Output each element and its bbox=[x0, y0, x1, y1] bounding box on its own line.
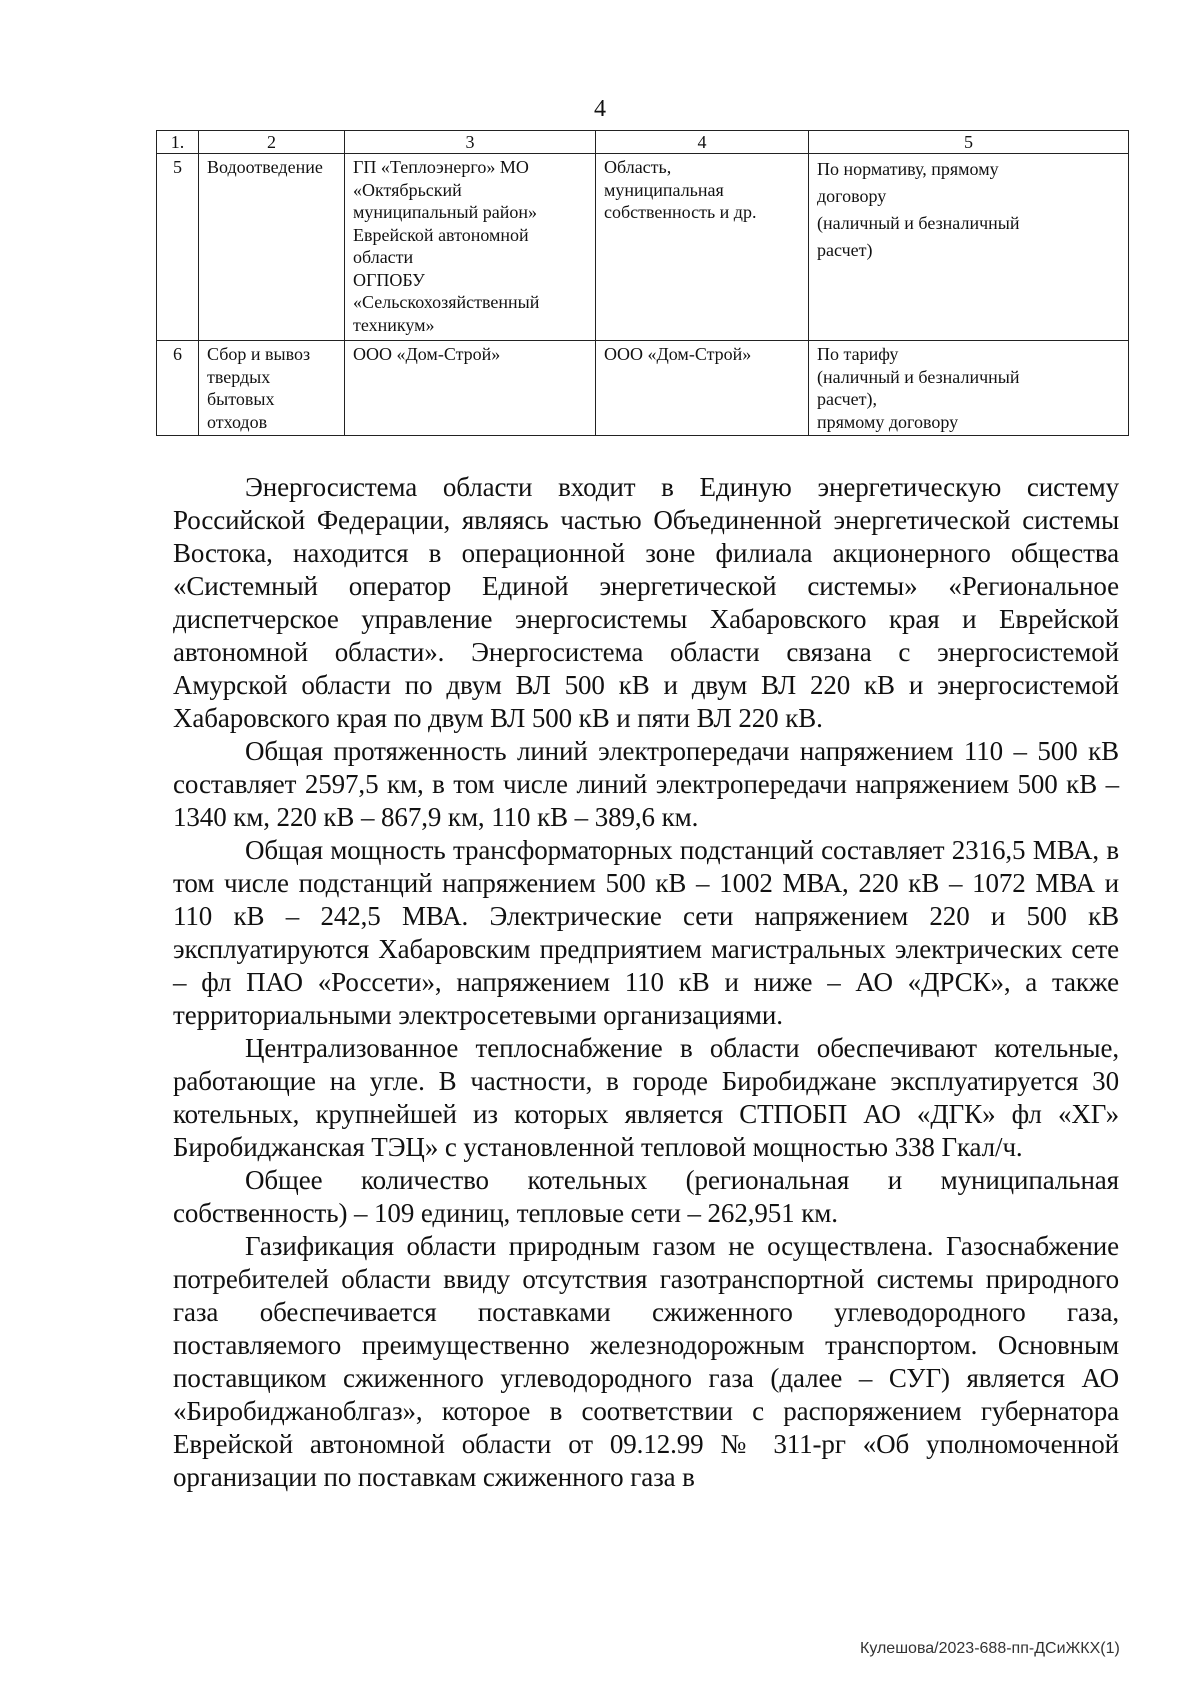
cell-line: техникум» bbox=[353, 314, 435, 335]
paragraph-gas-supply: Газификация области природным газом не осуществлена. Газоснабжение потребителей области ввиду отсутствия газотранспортной системы природного газа обеспечивается поставками сжиженного углеводородного газа, поставляемого преимущественно железнодорожным транспортом. Основным поставщиком сжиженного углеводородного газа (далее – СУГ) является АО «Биробиджаноблгаз», которое в соответствии с распоряжением губернатора Еврейской автономной области от 09.12.99 № 311-рг «Об уполномоченной организации по поставкам сжиженного газа в bbox=[173, 1231, 1119, 1492]
table-row bbox=[157, 154, 1129, 341]
table-header-row bbox=[157, 131, 1129, 154]
document-body bbox=[173, 471, 1119, 1494]
cell-line: По нормативу, прямому bbox=[817, 159, 999, 179]
cell-line: По тарифу bbox=[817, 344, 899, 364]
cell-line: твердых bbox=[207, 366, 271, 387]
payment-cell bbox=[809, 341, 1129, 436]
cell-line: ГП «Теплоэнерго» МО bbox=[353, 157, 529, 177]
cell-line: отходов bbox=[207, 411, 268, 432]
cell-line: ООО «Дом-Строй» bbox=[604, 344, 752, 364]
payment-cell bbox=[809, 154, 1129, 341]
cell-line: Водоотведение bbox=[207, 157, 323, 177]
document-footer-id: Кулешова/2023-688-пп-ДСиЖКХ(1) bbox=[860, 1640, 1120, 1657]
paragraph-boiler-count: Общее количество котельных (региональная и муниципальная собственность) – 109 единиц, тепловые сети – 262,951 км. bbox=[173, 1165, 1119, 1228]
cell-line: «Сельскохозяйственный bbox=[353, 292, 540, 312]
page-number: 4 bbox=[594, 96, 606, 122]
header-cell-3: 3 bbox=[345, 131, 596, 154]
cell-line: области bbox=[353, 247, 414, 267]
cell-line: Область, bbox=[604, 157, 672, 177]
cell-line: Сбор и вывоз bbox=[207, 344, 311, 364]
ownership-cell bbox=[596, 341, 809, 436]
services-table bbox=[156, 130, 1129, 436]
cell-line: Еврейской автономной bbox=[353, 224, 529, 245]
paragraph-substations: Общая мощность трансформаторных подстанций составляет 2316,5 МВА, в том числе подстанций напряжением 500 кВ – 1002 МВА, 220 кВ – 1072 МВА и 110 кВ – 242,5 МВА. Электрические сети напряжением 220 и 500 кВ эксплуатируются Хабаровским предприятием магистральных электрических сете – фл ПАО «Россети», напряжением 110 кВ и ниже – АО «ДРСК», а также территориальными электросетевыми организациями. bbox=[173, 835, 1119, 1030]
cell-line: (наличный и безналичный bbox=[817, 213, 1020, 233]
cell-line: «Октябрьский bbox=[353, 179, 462, 200]
cell-line: бытовых bbox=[207, 389, 275, 409]
cell-line: прямому договору bbox=[817, 411, 959, 432]
cell-line: расчет), bbox=[817, 389, 878, 409]
header-cell-5: 5 bbox=[809, 131, 1129, 154]
paragraph-power-lines: Общая протяженность линий электропередачи напряжением 110 – 500 кВ составляет 2597,5 км, в том числе линий электропередачи напряжением 500 кВ – 1340 км, 220 кВ – 867,9 км, 110 кВ – 389,6 км. bbox=[173, 736, 1119, 832]
cell-line: собственность и др. bbox=[604, 202, 757, 222]
cell-line: (наличный и безналичный bbox=[817, 366, 1020, 387]
cell-line: муниципальная bbox=[604, 179, 724, 200]
header-cell-1: 1. bbox=[157, 131, 199, 154]
paragraph-energy-system: Энергосистема области входит в Единую энергетическую систему Российской Федерации, являясь частью Объединенной энергетической системы Востока, находится в операционной зоне филиала акционерного общества «Системный оператор Единой энергетической системы» «Региональное диспетчерское управление энергосистемы Хабаровского края и Еврейской автономной области». Энергосистема области связана с энергосистемой Амурской области по двум ВЛ 500 кВ и двум ВЛ 220 кВ и энергосистемой Хабаровского края по двум ВЛ 500 кВ и пяти ВЛ 220 кВ. bbox=[173, 472, 1119, 733]
cell-line: расчет) bbox=[817, 240, 873, 260]
cell-line: договору bbox=[817, 186, 887, 206]
ownership-cell bbox=[596, 154, 809, 341]
cell-line: ООО «Дом-Строй» bbox=[353, 344, 501, 364]
table-row bbox=[157, 341, 1129, 436]
provider-cell bbox=[345, 154, 596, 341]
service-cell bbox=[199, 341, 345, 436]
header-cell-4: 4 bbox=[596, 131, 809, 154]
cell-line: муниципальный район» bbox=[353, 202, 538, 222]
row-number: 5 bbox=[157, 154, 199, 341]
paragraph-heat-supply: Централизованное теплоснабжение в области обеспечивают котельные, работающие на угле. В частности, в городе Биробиджане эксплуатируется 30 котельных, крупнейшей из которых является СТПОБП АО «ДГК» фл «ХГ» Биробиджанская ТЭЦ» с установленной тепловой мощностью 338 Гкал/ч. bbox=[173, 1033, 1119, 1162]
cell-line: ОГПОБУ bbox=[353, 269, 425, 290]
header-cell-2: 2 bbox=[199, 131, 345, 154]
provider-cell bbox=[345, 341, 596, 436]
row-number: 6 bbox=[157, 341, 199, 436]
service-cell bbox=[199, 154, 345, 341]
